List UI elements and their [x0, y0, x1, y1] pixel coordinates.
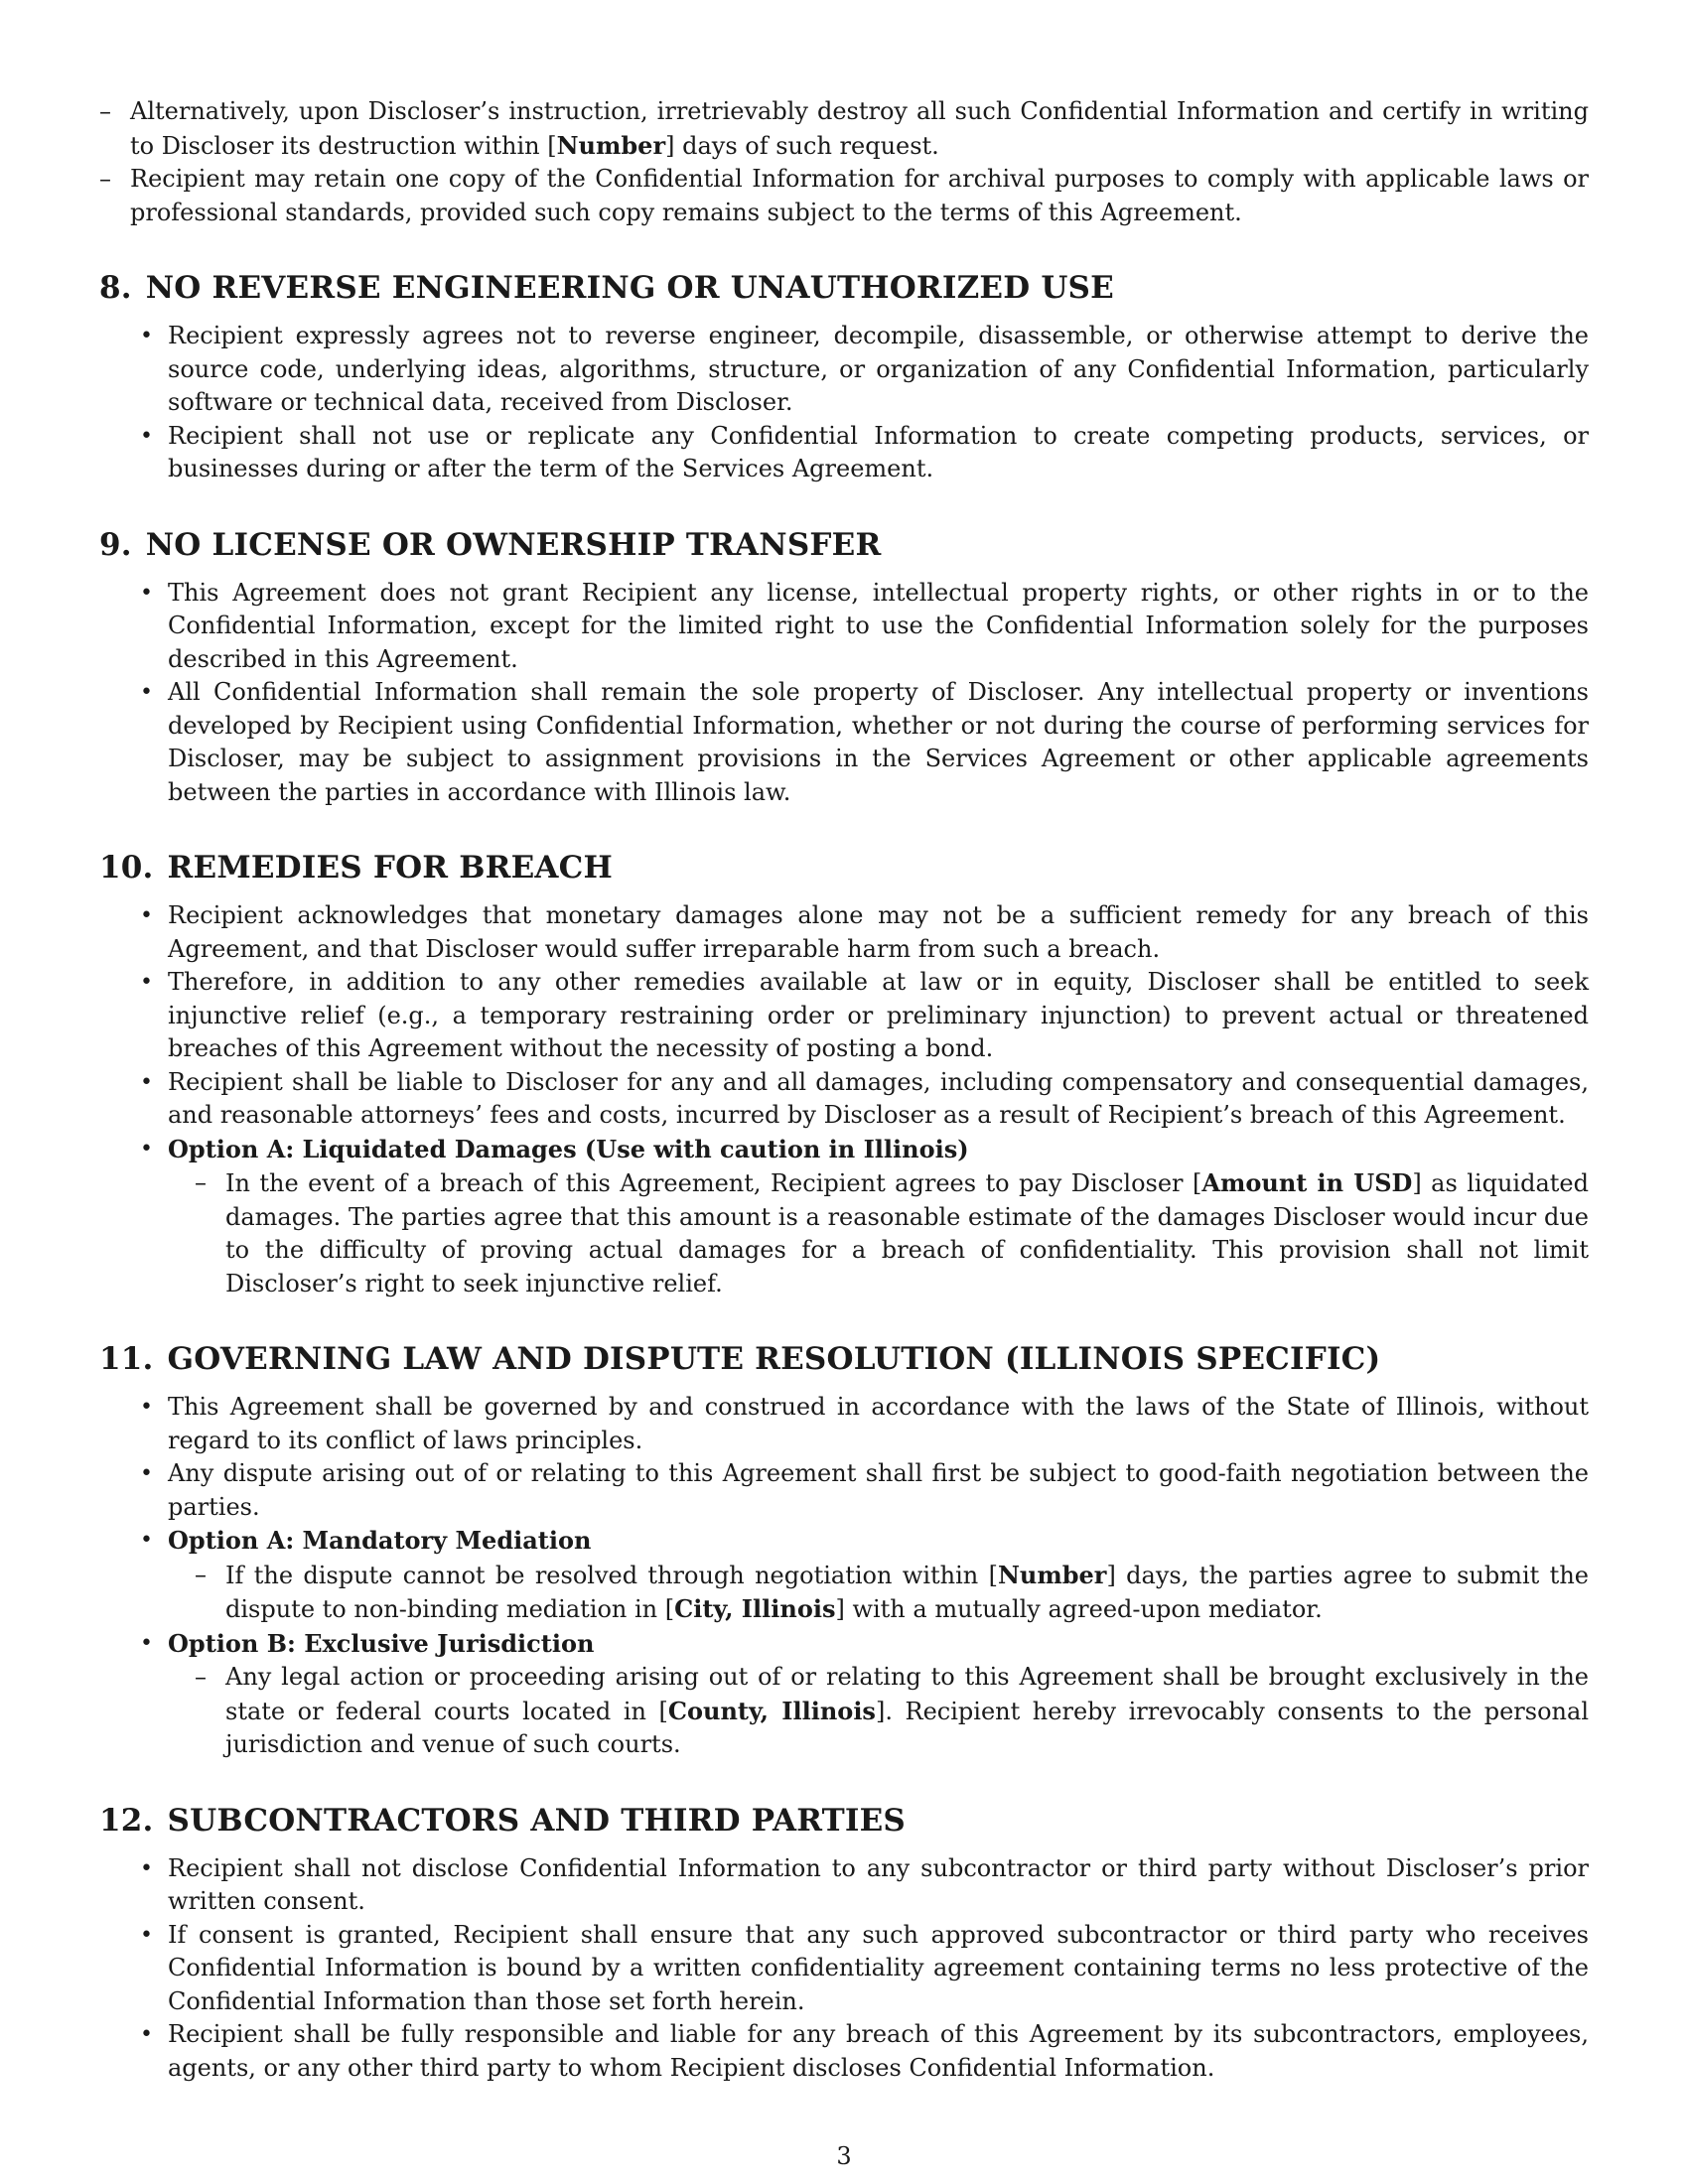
list-item: • Recipient shall not disclose Confidential Information to any subcontractor or third party without Discloser’s prior written consent. [134, 1852, 1589, 1919]
section-heading-8: 8. NO REVERSE ENGINEERING OR UNAUTHORIZED USE [99, 270, 1114, 306]
section-heading-11: 11. GOVERNING LAW AND DISPUTE RESOLUTION (ILLINOIS SPECIFIC) [99, 1341, 1381, 1377]
continuation-list [99, 95, 1589, 229]
option-sublist [195, 1559, 1589, 1627]
option-label: Option A: Mandatory Mediation [168, 1526, 592, 1555]
section-12-list [134, 1852, 1589, 2086]
list-item: • All Confidential Information shall remain the sole property of Discloser. Any intellectual property or inventions developed by Recipient using Confidential Information, whether or not during the course of performing services for Discloser, may be subject to assignment provisions in the Services Agreement or other applicable agreements between the parties in accordance with Illinois law. [134, 676, 1589, 809]
section-10-list [134, 899, 1589, 1300]
list-item: • Therefore, in addition to any other remedies available at law or in equity, Discloser shall be entitled to seek injunctive relief (e.g., a temporary restraining order or preliminary injunction) to prevent actual or threatened breaches of this Agreement without the necessity of posting a bond. [134, 966, 1589, 1066]
list-item: – Alternatively, upon Discloser’s instruction, irretrievably destroy all such Confidential Information and certify in writing to Discloser its destruction within [Number] days of such request. [99, 95, 1589, 163]
list-item: • This Agreement does not grant Recipient any license, intellectual property rights, or other rights in or to the Confidential Information, except for the limited right to use the Confidential Information solely for the purposes described in this Agreement. [134, 577, 1589, 677]
list-item: • Recipient shall be fully responsible and liable for any breach of this Agreement by its subcontractors, employees, agents, or any other third party to whom Recipient discloses Confidential Information. [134, 2018, 1589, 2085]
list-item: – Any legal action or proceeding arising out of or relating to this Agreement shall be brought exclusively in the state or federal courts located in [County, Illinois]. Recipient hereby irrevocably consents to the personal jurisdiction and venue of such courts. [195, 1661, 1589, 1762]
option-item [134, 1524, 1589, 1627]
list-item: • If consent is granted, Recipient shall ensure that any such approved subcontractor or third party who receives Confidential Information is bound by a written confidentiality agreement containing terms no less protective of the Confidential Information than those set forth herein. [134, 1919, 1589, 2019]
option-sublist [195, 1661, 1589, 1762]
section-heading-9: 9. NO LICENSE OR OWNERSHIP TRANSFER [99, 526, 882, 563]
section-8-list [134, 320, 1589, 486]
page-number: 3 [836, 2142, 852, 2170]
list-item: – In the event of a breach of this Agreement, Recipient agrees to pay Discloser [Amount in USD] as liquidated damages. The parties agree that this amount is a reasonable estimate of the damages Discloser would incur due to the difficulty of proving actual damages for a breach of confidentiality. This provision shall not limit Discloser’s right to seek injunctive relief. [195, 1166, 1589, 1300]
section-heading-10: 10. REMEDIES FOR BREACH [99, 850, 614, 886]
option-item [134, 1133, 1589, 1301]
section-11-list [134, 1391, 1589, 1762]
list-item: • This Agreement shall be governed by and construed in accordance with the laws of the State of Illinois, without regard to its conflict of laws principles. [134, 1391, 1589, 1457]
document-page [99, 95, 1589, 2085]
list-item: • Any dispute arising out of or relating to this Agreement shall first be subject to good-faith negotiation between the parties. [134, 1457, 1589, 1524]
list-item: • Recipient shall be liable to Discloser for any and all damages, including compensatory and consequential damages, and reasonable attorneys’ fees and costs, incurred by Discloser as a result of Recipient’s breach of this Agreement. [134, 1066, 1589, 1133]
list-item: • Recipient acknowledges that monetary damages alone may not be a sufficient remedy for any breach of this Agreement, and that Discloser would suffer irreparable harm from such a breach. [134, 899, 1589, 966]
list-item: • Recipient expressly agrees not to reverse engineer, decompile, disassemble, or otherwise attempt to derive the source code, underlying ideas, algorithms, structure, or organization of any Confidential Information, particularly software or technical data, received from Discloser. [134, 320, 1589, 420]
list-item: – If the dispute cannot be resolved through negotiation within [Number] days, the parties agree to submit the dispute to non-binding mediation in [City, Illinois] with a mutually agreed-upon mediator. [195, 1559, 1589, 1627]
section-9-list [134, 577, 1589, 810]
option-sublist [195, 1166, 1589, 1300]
list-item: • Recipient shall not use or replicate any Confidential Information to create competing products, services, or businesses during or after the term of the Services Agreement. [134, 420, 1589, 486]
list-item: – Recipient may retain one copy of the Confidential Information for archival purposes to comply with applicable laws or professional standards, provided such copy remains subject to the terms of this Agreement. [99, 163, 1589, 229]
section-heading-12: 12. SUBCONTRACTORS AND THIRD PARTIES [99, 1802, 906, 1839]
option-label: Option A: Liquidated Damages (Use with caution in Illinois) [168, 1134, 969, 1163]
option-item [134, 1627, 1589, 1762]
option-label: Option B: Exclusive Jurisdiction [168, 1628, 595, 1658]
